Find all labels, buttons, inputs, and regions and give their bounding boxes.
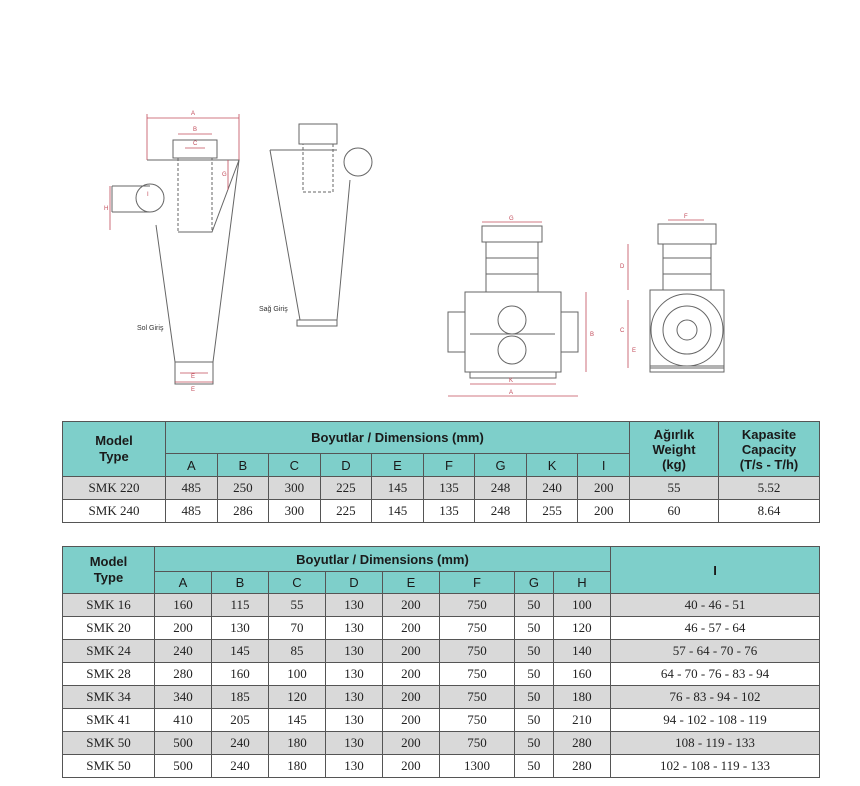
column-header-f: F: [439, 572, 514, 594]
dim-label-E1: E: [191, 374, 196, 380]
dimension-cell: 160: [155, 594, 212, 617]
dimension-cell: 485: [166, 477, 218, 500]
dimension-cell: 225: [320, 500, 372, 523]
dimension-cell: 145: [268, 709, 325, 732]
dimension-cell: 750: [439, 594, 514, 617]
weight-en-label: Weight: [652, 441, 696, 457]
model-type-header-2: [63, 547, 155, 594]
column-header-a: A: [166, 454, 218, 477]
i-cell: 46 - 57 - 64: [611, 617, 820, 640]
dimension-cell: 340: [155, 686, 212, 709]
dimension-cell: 50: [514, 617, 553, 640]
column-header-a: A: [155, 572, 212, 594]
dimensions-header-2: Boyutlar / Dimensions (mm): [155, 547, 611, 572]
dimension-cell: 130: [325, 755, 382, 778]
dimension-cell: 410: [155, 709, 212, 732]
dimension-cell: 750: [439, 617, 514, 640]
dimension-cell: 180: [268, 755, 325, 778]
i-cell: 94 - 102 - 108 - 119: [611, 709, 820, 732]
table-row: [63, 755, 820, 778]
dimensions-header: Boyutlar / Dimensions (mm): [166, 422, 630, 454]
dimension-cell: 130: [325, 594, 382, 617]
dimension-lines-left: [110, 114, 239, 382]
weight-cell: 60: [630, 500, 719, 523]
column-header-d: D: [325, 572, 382, 594]
capacity-cell: 5.52: [719, 477, 820, 500]
dimension-cell: 135: [423, 500, 475, 523]
model-cell: SMK 240: [63, 500, 166, 523]
dimension-cell: 180: [268, 732, 325, 755]
column-header-b: B: [217, 454, 269, 477]
column-header-b: B: [211, 572, 268, 594]
dimension-cell: 130: [325, 686, 382, 709]
dimension-cell: 120: [268, 686, 325, 709]
dimension-cell: 185: [211, 686, 268, 709]
table-row: [63, 732, 820, 755]
i-cell: 40 - 46 - 51: [611, 594, 820, 617]
cyclone-left-drawing: [112, 140, 239, 384]
dimension-cell: 50: [514, 640, 553, 663]
dimension-cell: 500: [155, 732, 212, 755]
dimension-cell: 50: [514, 594, 553, 617]
dimension-cell: 130: [325, 640, 382, 663]
table-row: [63, 709, 820, 732]
dimension-cell: 50: [514, 686, 553, 709]
column-header-e: E: [372, 454, 424, 477]
dim-label-E2: E: [191, 387, 196, 393]
dimension-cell: 200: [382, 755, 439, 778]
table-row: [63, 686, 820, 709]
dim-label-valve-E: E: [632, 348, 637, 354]
dimension-cell: 135: [423, 477, 475, 500]
table-row: [63, 663, 820, 686]
type-label: Type: [99, 449, 129, 464]
table-row: [63, 477, 820, 500]
dim-label-valve-C: C: [620, 328, 625, 334]
label-left-inlet: Sol Giriş: [137, 325, 164, 332]
model-cell: SMK 28: [63, 663, 155, 686]
capacity-unit-label: (T/s - T/h): [739, 456, 799, 472]
dimension-cell: 750: [439, 640, 514, 663]
dimension-cell: 145: [211, 640, 268, 663]
i-cell: 108 - 119 - 133: [611, 732, 820, 755]
dimension-cell: 140: [553, 640, 610, 663]
spec-table-rotary-valve: [62, 421, 820, 523]
dimension-cell: 50: [514, 755, 553, 778]
capacity-tr-label: Kapasite: [741, 426, 797, 442]
type-label-2: Type: [93, 570, 124, 585]
cyclone-right-drawing: [270, 124, 372, 326]
dimension-cell: 50: [514, 732, 553, 755]
dimension-cell: 160: [553, 663, 610, 686]
dimension-cell: 240: [155, 640, 212, 663]
dimension-cell: 750: [439, 732, 514, 755]
dimension-cell: 300: [269, 477, 321, 500]
dimension-cell: 50: [514, 709, 553, 732]
dimension-cell: 255: [526, 500, 578, 523]
dimension-cell: 240: [211, 732, 268, 755]
i-cell: 64 - 70 - 76 - 83 - 94: [611, 663, 820, 686]
column-header-g: G: [514, 572, 553, 594]
dim-label-valve-A: A: [509, 390, 514, 396]
dimension-cell: 145: [372, 477, 424, 500]
dim-label-valve-F: F: [684, 214, 688, 220]
dim-label-H: H: [104, 206, 109, 212]
model-cell: SMK 24: [63, 640, 155, 663]
i-header: I: [611, 547, 820, 594]
column-header-f: F: [423, 454, 475, 477]
weight-tr-label: Ağırlık: [653, 426, 695, 442]
dimension-cell: 200: [578, 500, 630, 523]
dimension-cell: 115: [211, 594, 268, 617]
dimension-cell: 500: [155, 755, 212, 778]
dimension-cell: 200: [382, 594, 439, 617]
dim-label-G: G: [222, 172, 227, 178]
dimension-cell: 200: [382, 663, 439, 686]
dimension-cell: 280: [553, 755, 610, 778]
column-header-c: C: [269, 454, 321, 477]
dimension-cell: 750: [439, 709, 514, 732]
dimension-cell: 210: [553, 709, 610, 732]
rotary-valve-side-drawing: [650, 224, 724, 372]
column-header-i: I: [578, 454, 630, 477]
table-row: [63, 500, 820, 523]
weight-unit-label: (kg): [662, 456, 686, 472]
dimension-cell: 750: [439, 663, 514, 686]
dim-label-valve-G: G: [509, 216, 514, 222]
dimension-cell: 225: [320, 477, 372, 500]
capacity-cell: 8.64: [719, 500, 820, 523]
table-row: [63, 640, 820, 663]
dim-label-A: A: [191, 111, 196, 117]
column-header-g: G: [475, 454, 527, 477]
model-type-header: [63, 422, 166, 477]
dimension-cell: 200: [382, 709, 439, 732]
rotary-valve-front-drawing: [448, 226, 578, 378]
dimension-cell: 280: [553, 732, 610, 755]
column-header-c: C: [268, 572, 325, 594]
model-cell: SMK 50: [63, 732, 155, 755]
column-header-d: D: [320, 454, 372, 477]
dim-label-valve-B: B: [590, 332, 595, 338]
capacity-header: [719, 422, 820, 477]
model-label-2: Model: [89, 554, 128, 569]
dim-label-valve-K: K: [509, 378, 514, 384]
dimension-cell: 160: [211, 663, 268, 686]
dimension-cell: 280: [155, 663, 212, 686]
dimension-cell: 130: [325, 709, 382, 732]
dimension-cell: 1300: [439, 755, 514, 778]
dimension-cell: 205: [211, 709, 268, 732]
dimension-cell: 200: [382, 732, 439, 755]
model-label: Model: [95, 433, 133, 448]
dimension-cell: 70: [268, 617, 325, 640]
column-header-k: K: [526, 454, 578, 477]
dimension-cell: 145: [372, 500, 424, 523]
dimension-cell: 130: [325, 617, 382, 640]
dim-label-valve-D: D: [620, 264, 625, 270]
dimension-cell: 248: [475, 500, 527, 523]
weight-cell: 55: [630, 477, 719, 500]
model-cell: SMK 20: [63, 617, 155, 640]
dim-label-I: I: [147, 192, 149, 198]
model-cell: SMK 34: [63, 686, 155, 709]
i-cell: 102 - 108 - 119 - 133: [611, 755, 820, 778]
table-row: [63, 617, 820, 640]
dimension-cell: 240: [526, 477, 578, 500]
dimension-cell: 300: [269, 500, 321, 523]
dimension-cell: 286: [217, 500, 269, 523]
dimension-cell: 130: [325, 663, 382, 686]
column-header-h: H: [553, 572, 610, 594]
dimension-cell: 200: [382, 686, 439, 709]
dimension-cell: 120: [553, 617, 610, 640]
dimension-cell: 200: [382, 617, 439, 640]
model-cell: SMK 220: [63, 477, 166, 500]
dimension-cell: 240: [211, 755, 268, 778]
spec-table-cyclone: [62, 546, 820, 778]
i-cell: 76 - 83 - 94 - 102: [611, 686, 820, 709]
dimension-cell: 750: [439, 686, 514, 709]
dimension-cell: 130: [325, 732, 382, 755]
dimension-cell: 100: [268, 663, 325, 686]
dimension-cell: 50: [514, 663, 553, 686]
model-cell: SMK 16: [63, 594, 155, 617]
dimension-cell: 130: [211, 617, 268, 640]
dimension-cell: 85: [268, 640, 325, 663]
column-header-e: E: [382, 572, 439, 594]
model-cell: SMK 41: [63, 709, 155, 732]
dimension-cell: 200: [382, 640, 439, 663]
dimension-cell: 200: [578, 477, 630, 500]
i-cell: 57 - 64 - 70 - 76: [611, 640, 820, 663]
dimension-cell: 100: [553, 594, 610, 617]
dim-label-B: B: [193, 127, 198, 133]
dimension-cell: 55: [268, 594, 325, 617]
label-right-inlet: Sağ Giriş: [259, 306, 288, 313]
weight-header: [630, 422, 719, 477]
dimension-cell: 200: [155, 617, 212, 640]
dimension-cell: 180: [553, 686, 610, 709]
dimension-cell: 485: [166, 500, 218, 523]
table-row: [63, 594, 820, 617]
dim-label-C: C: [193, 141, 198, 147]
dimension-lines-valve: [448, 222, 586, 396]
dimension-cell: 250: [217, 477, 269, 500]
capacity-en-label: Capacity: [741, 441, 797, 457]
model-cell: SMK 50: [63, 755, 155, 778]
dimension-cell: 248: [475, 477, 527, 500]
